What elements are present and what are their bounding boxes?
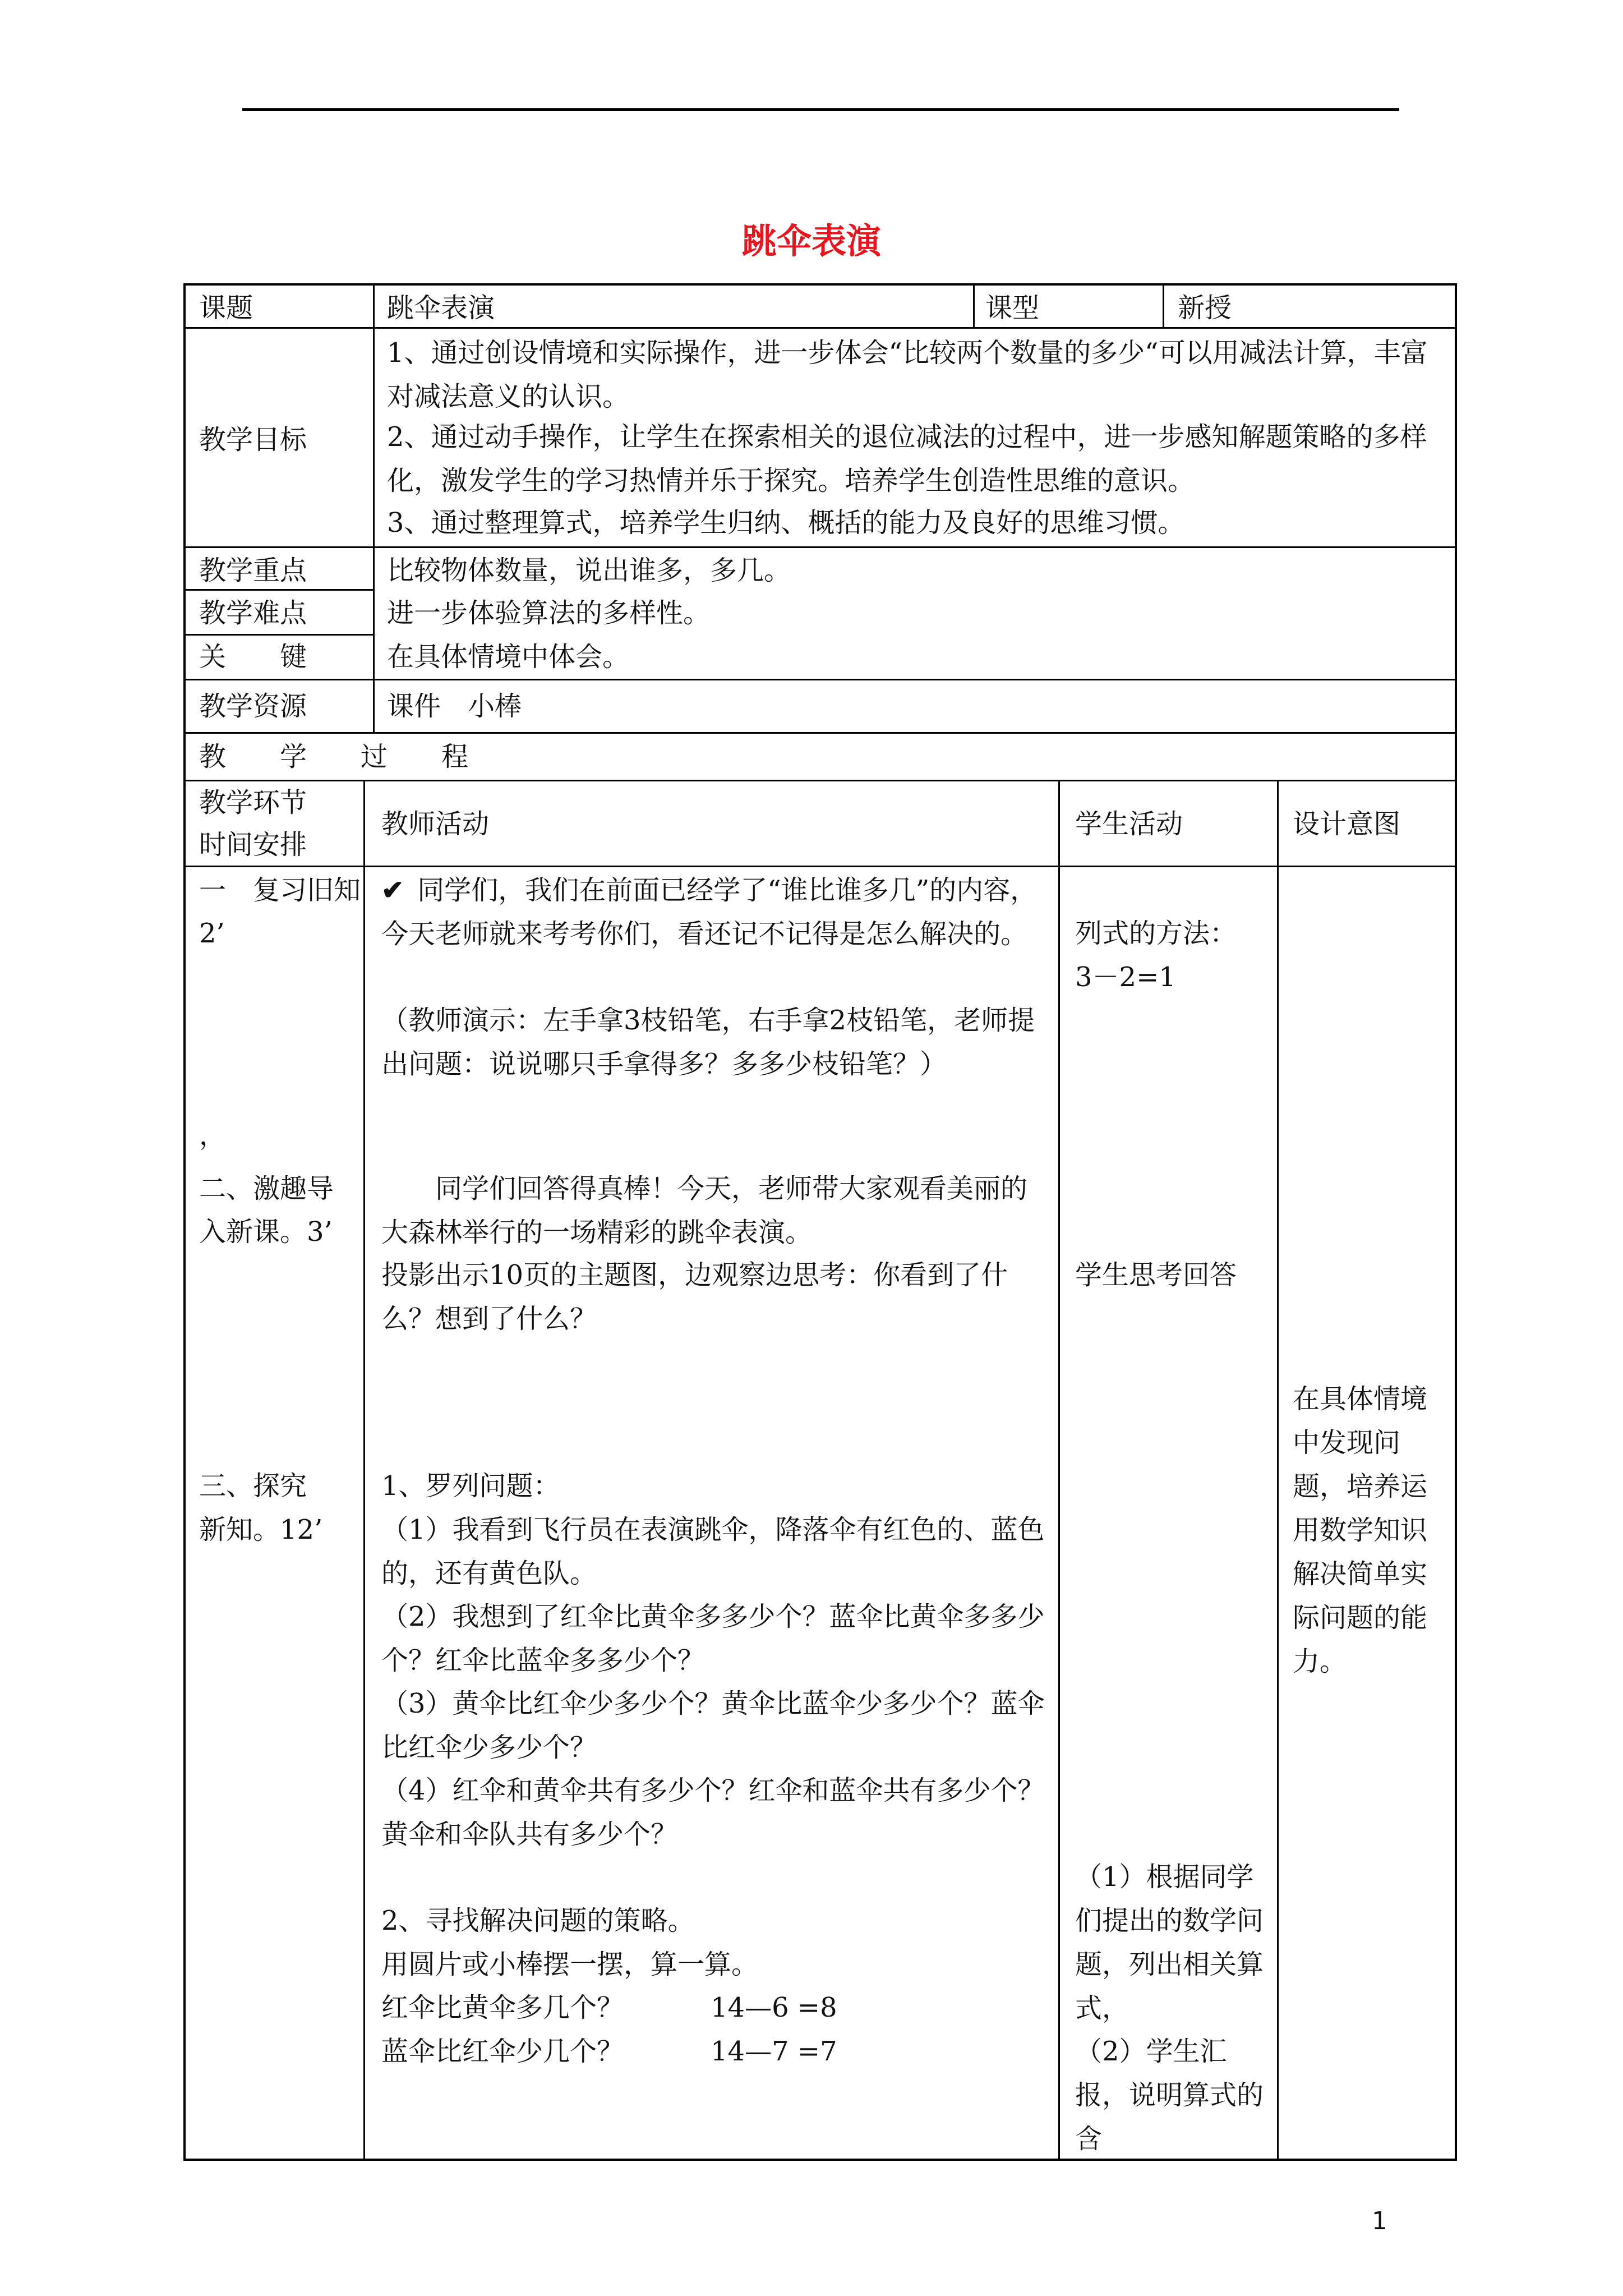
col-separator: [973, 283, 975, 328]
teacher-eq1-formula: 14—6 =8: [711, 1992, 837, 2023]
col-separator: [363, 780, 365, 2161]
col-separator: [1163, 283, 1164, 328]
teacher-intro-text: 同学们回答得真棒！今天，老师带大家观看美丽的大森林举行的一场精彩的跳伞表演。: [381, 1173, 1028, 1248]
teacher-question-3: （3）黄伞比红伞少多少个？黄伞比蓝伞少多少个？蓝伞比红伞少多少个？: [381, 1688, 1045, 1763]
goal-2: 2、通过动手操作，让学生在探索相关的退位减法的过程中，进一步感知解题策略的多样化，激发学生的学习热情并乐于探究。培养学生创造性思维的意识。: [387, 421, 1427, 496]
teacher-review-text: [381, 868, 1049, 956]
goals-label: 教学目标: [199, 424, 307, 455]
teacher-question-1: （1）我看到飞行员在表演跳伞，降落伞有红色的、蓝色的，还有黄色队。: [381, 1514, 1045, 1589]
resources-label: 教学资源: [199, 691, 307, 722]
col-stage-line-1: 教学环节: [199, 787, 307, 818]
row-separator: [183, 866, 1457, 867]
page-number: 1: [1372, 2207, 1387, 2235]
type-value: 新授: [1178, 292, 1232, 324]
student-method-label: 列式的方法：: [1075, 918, 1237, 949]
row-separator: [183, 732, 1457, 734]
teacher-eq2-formula: 14—7 =7: [711, 2036, 837, 2067]
goal-3: 3、通过整理算式，培养学生归纳、概括的能力及良好的思维习惯。: [387, 507, 1185, 539]
table-border-right: [1455, 283, 1457, 2161]
process-label: 教 学 过 程: [199, 741, 469, 772]
col-student: 学生活动: [1075, 808, 1183, 840]
stage-intro-1: 二、激趣导: [199, 1173, 334, 1204]
difficulty-label: 教学难点: [199, 597, 307, 629]
teacher-question-4: （4）红伞和黄伞共有多少个？红伞和蓝伞共有多少个？黄伞和伞队共有多少个？: [381, 1775, 1045, 1850]
table-border-left: [183, 283, 186, 2161]
teacher-eq2-question: 蓝伞比红伞少几个？: [381, 2036, 624, 2067]
design-intent: 在具体情境中发现问题，培养运用数学知识解决简单实际问题的能力。: [1293, 1383, 1428, 1677]
student-list-equations: （1）根据同学们提出的数学问题，列出相关算式，: [1075, 1861, 1264, 2024]
student-method-formula: 3－2=1: [1075, 961, 1176, 993]
col-separator: [373, 283, 375, 732]
col-separator: [1058, 780, 1060, 2161]
col-stage-line-2: 时间安排: [199, 829, 307, 861]
stage-review-2: 2’: [199, 918, 225, 949]
stage-explore-2: 新知。12’: [199, 1514, 323, 1545]
stage-explore-1: 三、探究: [199, 1470, 307, 1502]
teacher-strategy-instruction: 用圆片或小棒摆一摆，算一算。: [381, 1949, 759, 1980]
col-teacher: 教师活动: [381, 808, 490, 840]
page-title: 跳伞表演: [741, 220, 881, 261]
teacher-review-body: 同学们，我们在前面已经学了“谁比谁多几”的内容，今天老师就来考考你们，看还记不记得是怎么解决的。: [381, 875, 1038, 950]
key-point-value: 比较物体数量，说出谁多，多几。: [387, 555, 791, 586]
teacher-list-heading: 1、罗列问题：: [381, 1470, 560, 1502]
type-label: 课型: [985, 292, 1040, 324]
topic-label: 课题: [199, 292, 253, 324]
col-design: 设计意图: [1293, 808, 1401, 840]
stage-intro-2: 入新课。3’: [199, 1216, 333, 1248]
teacher-eq1-question: 红伞比黄伞多几个？: [381, 1992, 624, 2023]
goal-1: 1、通过创设情境和实际操作，进一步体会“比较两个数量的多少“可以用减法计算，丰富对减法意义的认识。: [387, 337, 1428, 412]
topic-value: 跳伞表演: [387, 292, 495, 324]
stage-review-1: 一 复习旧知: [199, 875, 361, 906]
row-separator: [183, 780, 1457, 781]
teacher-question-2: （2）我想到了红伞比黄伞多多少个？蓝伞比黄伞多多少个？红伞比蓝伞多多少个？: [381, 1601, 1045, 1676]
key-point-label: 教学重点: [199, 555, 307, 586]
difficulty-value: 进一步体验算法的多样性。: [387, 597, 711, 629]
key-label: 关 键: [199, 641, 307, 673]
col-separator: [1277, 780, 1279, 2161]
resources-value: 课件 小棒: [387, 691, 522, 722]
stage-comma: ，: [199, 1120, 227, 1151]
check-icon: ✔: [381, 875, 404, 906]
teacher-intro-projection: 投影出示10页的主题图，边观察边思考：你看到了什么？想到了什么？: [381, 1259, 1008, 1335]
key-value: 在具体情境中体会。: [387, 641, 630, 673]
teacher-strategy-heading: 2、寻找解决问题的策略。: [381, 1905, 695, 1936]
student-report: （2）学生汇报，说明算式的含: [1075, 2036, 1264, 2155]
teacher-review-demo: （教师演示：左手拿3枝铅笔，右手拿2枝铅笔，老师提出问题：说说哪只手拿得多？多多少枝铅笔？）: [381, 1005, 1035, 1080]
student-think-answer: 学生思考回答: [1075, 1259, 1237, 1291]
